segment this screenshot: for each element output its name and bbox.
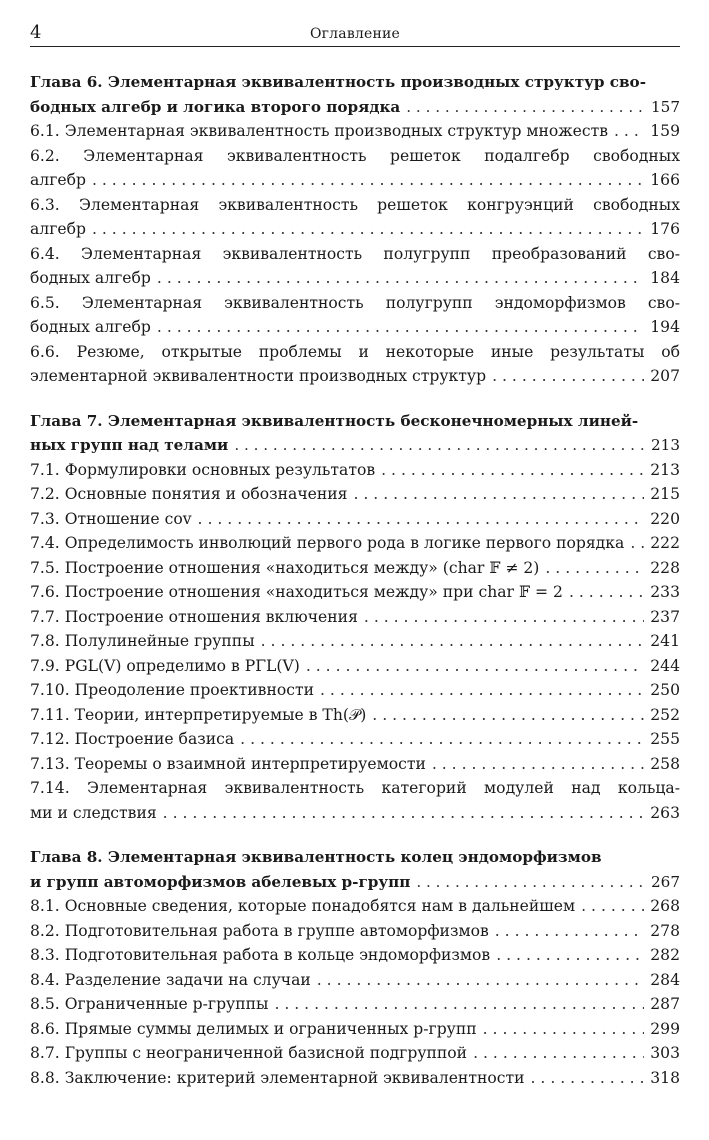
toc-entry-text: 6.1. Элементарная эквивалентность производных структур множеств: [30, 122, 609, 140]
toc-entry-line: [30, 703, 680, 728]
toc-entry-text: алгебр: [30, 220, 86, 238]
toc-page-number: 213: [650, 460, 680, 479]
toc-entry-line: [30, 968, 680, 993]
toc-entry-text: алгебр: [30, 171, 86, 189]
toc-entry-text: 8.7. Группы с неограниченной базисной подгруппой: [30, 1044, 468, 1062]
toc-entry-text: 8.8. Заключение: критерий элементарной эквивалентности: [30, 1068, 525, 1087]
leader-dots: [495, 919, 644, 944]
leader-dots: [261, 629, 645, 654]
leader-dots: [531, 1066, 645, 1091]
toc-entry-line: [30, 458, 680, 483]
toc-page-number: 267: [651, 872, 680, 891]
toc-entry-text: 8.6. Прямые суммы делимых и ограниченных p-групп: [30, 1019, 477, 1038]
toc-entry-line: [30, 364, 680, 389]
toc-entry-text: 7.2. Основные понятия и обозначения: [30, 485, 348, 503]
toc-entry-line: [30, 992, 680, 1017]
leader-dots: [492, 364, 644, 389]
toc-page-number: 278: [650, 921, 680, 940]
toc-entry-text: 7.3. Отношение cov: [30, 509, 192, 528]
toc-chapter: [30, 70, 680, 389]
toc-entry-text: 8.2. Подготовительная работа в группе автоморфизмов: [30, 921, 489, 940]
toc-entry-line: [30, 919, 680, 944]
toc-entry-text: ных групп над телами: [30, 436, 229, 454]
toc-entry-line: [30, 291, 680, 316]
chapter-heading-line: [30, 95, 680, 120]
leader-dots: [240, 727, 644, 752]
leader-dots: [372, 703, 644, 728]
toc-entry-line: [30, 217, 680, 242]
toc-entry-text: ми и следствия: [30, 803, 157, 822]
toc-entry-line: [30, 678, 680, 703]
toc-page-number: 220: [650, 509, 680, 528]
toc-entry-text: Глава 6. Элементарная эквивалентность производных структур сво-: [30, 73, 646, 91]
leader-dots: [406, 95, 645, 120]
toc-entry-line: [30, 894, 680, 919]
running-head: Оглавление: [309, 26, 401, 42]
toc-entry-line: [30, 605, 680, 630]
toc-entry-line: [30, 242, 680, 267]
toc-entry-line: [30, 629, 680, 654]
leader-dots: [381, 458, 644, 483]
toc-chapter: [30, 845, 680, 1090]
toc-entry-text: 8.1. Основные сведения, которые понадобятся нам в дальнейшем: [30, 897, 576, 915]
toc-page-number: 184: [650, 269, 680, 287]
toc-entry-line: [30, 119, 680, 144]
leader-dots: [432, 752, 644, 777]
toc-entry-text: 6.3. Элементарная эквивалентность решеток конгруэнций свободных: [30, 195, 680, 214]
toc-page-number: 303: [650, 1044, 680, 1062]
toc-entry-text: бодных алгебр: [30, 269, 151, 287]
toc-entry-line: [30, 482, 680, 507]
toc-entry-text: 7.1. Формулировки основных результатов: [30, 460, 376, 479]
toc-entry-text: и групп автоморфизмов абелевых p-групп: [30, 872, 411, 891]
toc-page-number: 282: [650, 946, 680, 964]
toc-entry-line: [30, 580, 680, 605]
leader-dots: [545, 556, 644, 581]
toc-page-number: 299: [650, 1019, 680, 1038]
leader-dots: [614, 119, 644, 144]
toc-entry-text: 7.13. Теоремы о взаимной интерпретируемости: [30, 754, 426, 773]
leader-dots: [483, 1017, 645, 1042]
toc-page-number: 318: [650, 1068, 680, 1087]
toc-page-number: 157: [651, 97, 680, 116]
toc-entry-text: 7.7. Построение отношения включения: [30, 607, 358, 626]
page-number: 4: [30, 22, 42, 43]
leader-dots: [306, 654, 644, 679]
toc-entry-text: Глава 8. Элементарная эквивалентность колец эндоморфизмов: [30, 848, 602, 866]
toc-chapter: [30, 409, 680, 826]
leader-dots: [630, 531, 644, 556]
leader-dots: [92, 217, 644, 242]
leader-dots: [92, 168, 644, 193]
toc-page-number: 241: [650, 632, 680, 650]
toc-entry-line: [30, 556, 680, 581]
toc-entry-text: 7.14. Элементарная эквивалентность категорий модулей над кольца-: [30, 779, 680, 797]
toc-entry-line: [30, 531, 680, 556]
leader-dots: [353, 482, 644, 507]
chapter-heading-line: [30, 870, 680, 895]
toc-entry-text: 6.2. Элементарная эквивалентность решеток подалгебр свободных: [30, 146, 680, 165]
toc-entry-text: 7.10. Преодоление проективности: [30, 681, 314, 699]
toc-entry-text: 8.3. Подготовительная работа в кольце эндоморфизмов: [30, 946, 491, 964]
chapter-heading-line: [30, 409, 680, 434]
toc-entry-text: 7.9. PGL(V) определимо в PΓL(V): [30, 656, 300, 675]
toc-page-number: 263: [650, 803, 680, 822]
toc-entry-text: бодных алгебр и логика второго порядка: [30, 97, 401, 116]
toc-entry-line: [30, 340, 680, 365]
toc-entry-line: [30, 266, 680, 291]
leader-dots: [157, 315, 644, 340]
toc-page-number: 176: [650, 220, 680, 238]
toc-entry-line: [30, 654, 680, 679]
page-header: [30, 20, 680, 47]
toc-page-number: 166: [650, 171, 680, 189]
toc-entry-line: [30, 507, 680, 532]
toc-entry-text: 7.5. Построение отношения «находиться между» (char 𝔽 ≠ 2): [30, 558, 540, 577]
toc-entry-line: [30, 752, 680, 777]
leader-dots: [364, 605, 644, 630]
toc-entry-line: [30, 727, 680, 752]
toc-entry-line: [30, 776, 680, 801]
toc-page-number: 228: [650, 558, 680, 577]
toc-page-number: 284: [650, 970, 680, 989]
leader-dots: [157, 266, 644, 291]
toc-entry-line: [30, 168, 680, 193]
toc-page-number: 233: [650, 583, 680, 601]
toc-entry-text: 7.11. Теории, интерпретируемые в Th(𝒫): [30, 705, 367, 724]
toc-page-number: 159: [650, 122, 680, 140]
toc-entry-text: 8.5. Ограниченные p-группы: [30, 995, 269, 1013]
leader-dots: [320, 678, 644, 703]
toc-entry-line: [30, 144, 680, 169]
toc-page-number: 287: [650, 995, 680, 1013]
chapter-heading-line: [30, 845, 680, 870]
toc-page-number: 215: [650, 485, 680, 503]
toc-entry-text: элементарной эквивалентности производных структур: [30, 367, 487, 385]
toc-entry-line: [30, 801, 680, 826]
leader-dots: [317, 968, 644, 993]
toc-page-number: 222: [650, 534, 680, 552]
toc-entry-text: 7.6. Построение отношения «находиться между» при char 𝔽 = 2: [30, 583, 563, 601]
toc-page-number: 244: [650, 656, 680, 675]
leader-dots: [416, 870, 645, 895]
toc-entry-line: [30, 1017, 680, 1042]
toc-page-number: 250: [650, 681, 680, 699]
toc-entry-line: [30, 1066, 680, 1091]
chapter-heading-line: [30, 70, 680, 95]
toc-entry-text: 8.4. Разделение задачи на случаи: [30, 970, 311, 989]
toc-page-number: 258: [650, 754, 680, 773]
toc-entry-text: 7.12. Построение базиса: [30, 730, 235, 748]
toc-entry-text: 6.4. Элементарная эквивалентность полугрупп преобразований сво-: [30, 244, 680, 263]
toc-entry-text: 6.6. Резюме, открытые проблемы и некоторые иные результаты об: [30, 342, 680, 361]
leader-dots: [274, 992, 644, 1017]
toc-entry-line: [30, 943, 680, 968]
leader-dots: [198, 507, 645, 532]
toc-entry-text: Глава 7. Элементарная эквивалентность бесконечномерных линей-: [30, 411, 639, 430]
toc-entry-line: [30, 315, 680, 340]
leader-dots: [234, 433, 645, 458]
toc-entry-text: 7.4. Определимость инволюций первого рода в логике первого порядка: [30, 534, 625, 552]
leader-dots: [473, 1041, 644, 1066]
toc-page-number: 255: [650, 730, 680, 748]
toc-page-number: 252: [650, 705, 680, 724]
toc-entry-text: 7.8. Полулинейные группы: [30, 632, 255, 650]
toc-page-number: 194: [650, 318, 680, 336]
toc-entry-text: бодных алгебр: [30, 318, 151, 336]
toc-entry-line: [30, 1041, 680, 1066]
toc-page-number: 237: [650, 607, 680, 626]
chapter-heading-line: [30, 433, 680, 458]
leader-dots: [163, 801, 645, 826]
table-of-contents: [30, 70, 680, 1090]
toc-page-number: 268: [650, 897, 680, 915]
leader-dots: [496, 943, 644, 968]
leader-dots: [581, 894, 644, 919]
toc-page-number: 207: [650, 367, 680, 385]
toc-entry-line: [30, 193, 680, 218]
toc-entry-text: 6.5. Элементарная эквивалентность полугрупп эндоморфизмов сво-: [30, 293, 680, 312]
toc-page-number: 213: [651, 436, 680, 454]
leader-dots: [569, 580, 644, 605]
